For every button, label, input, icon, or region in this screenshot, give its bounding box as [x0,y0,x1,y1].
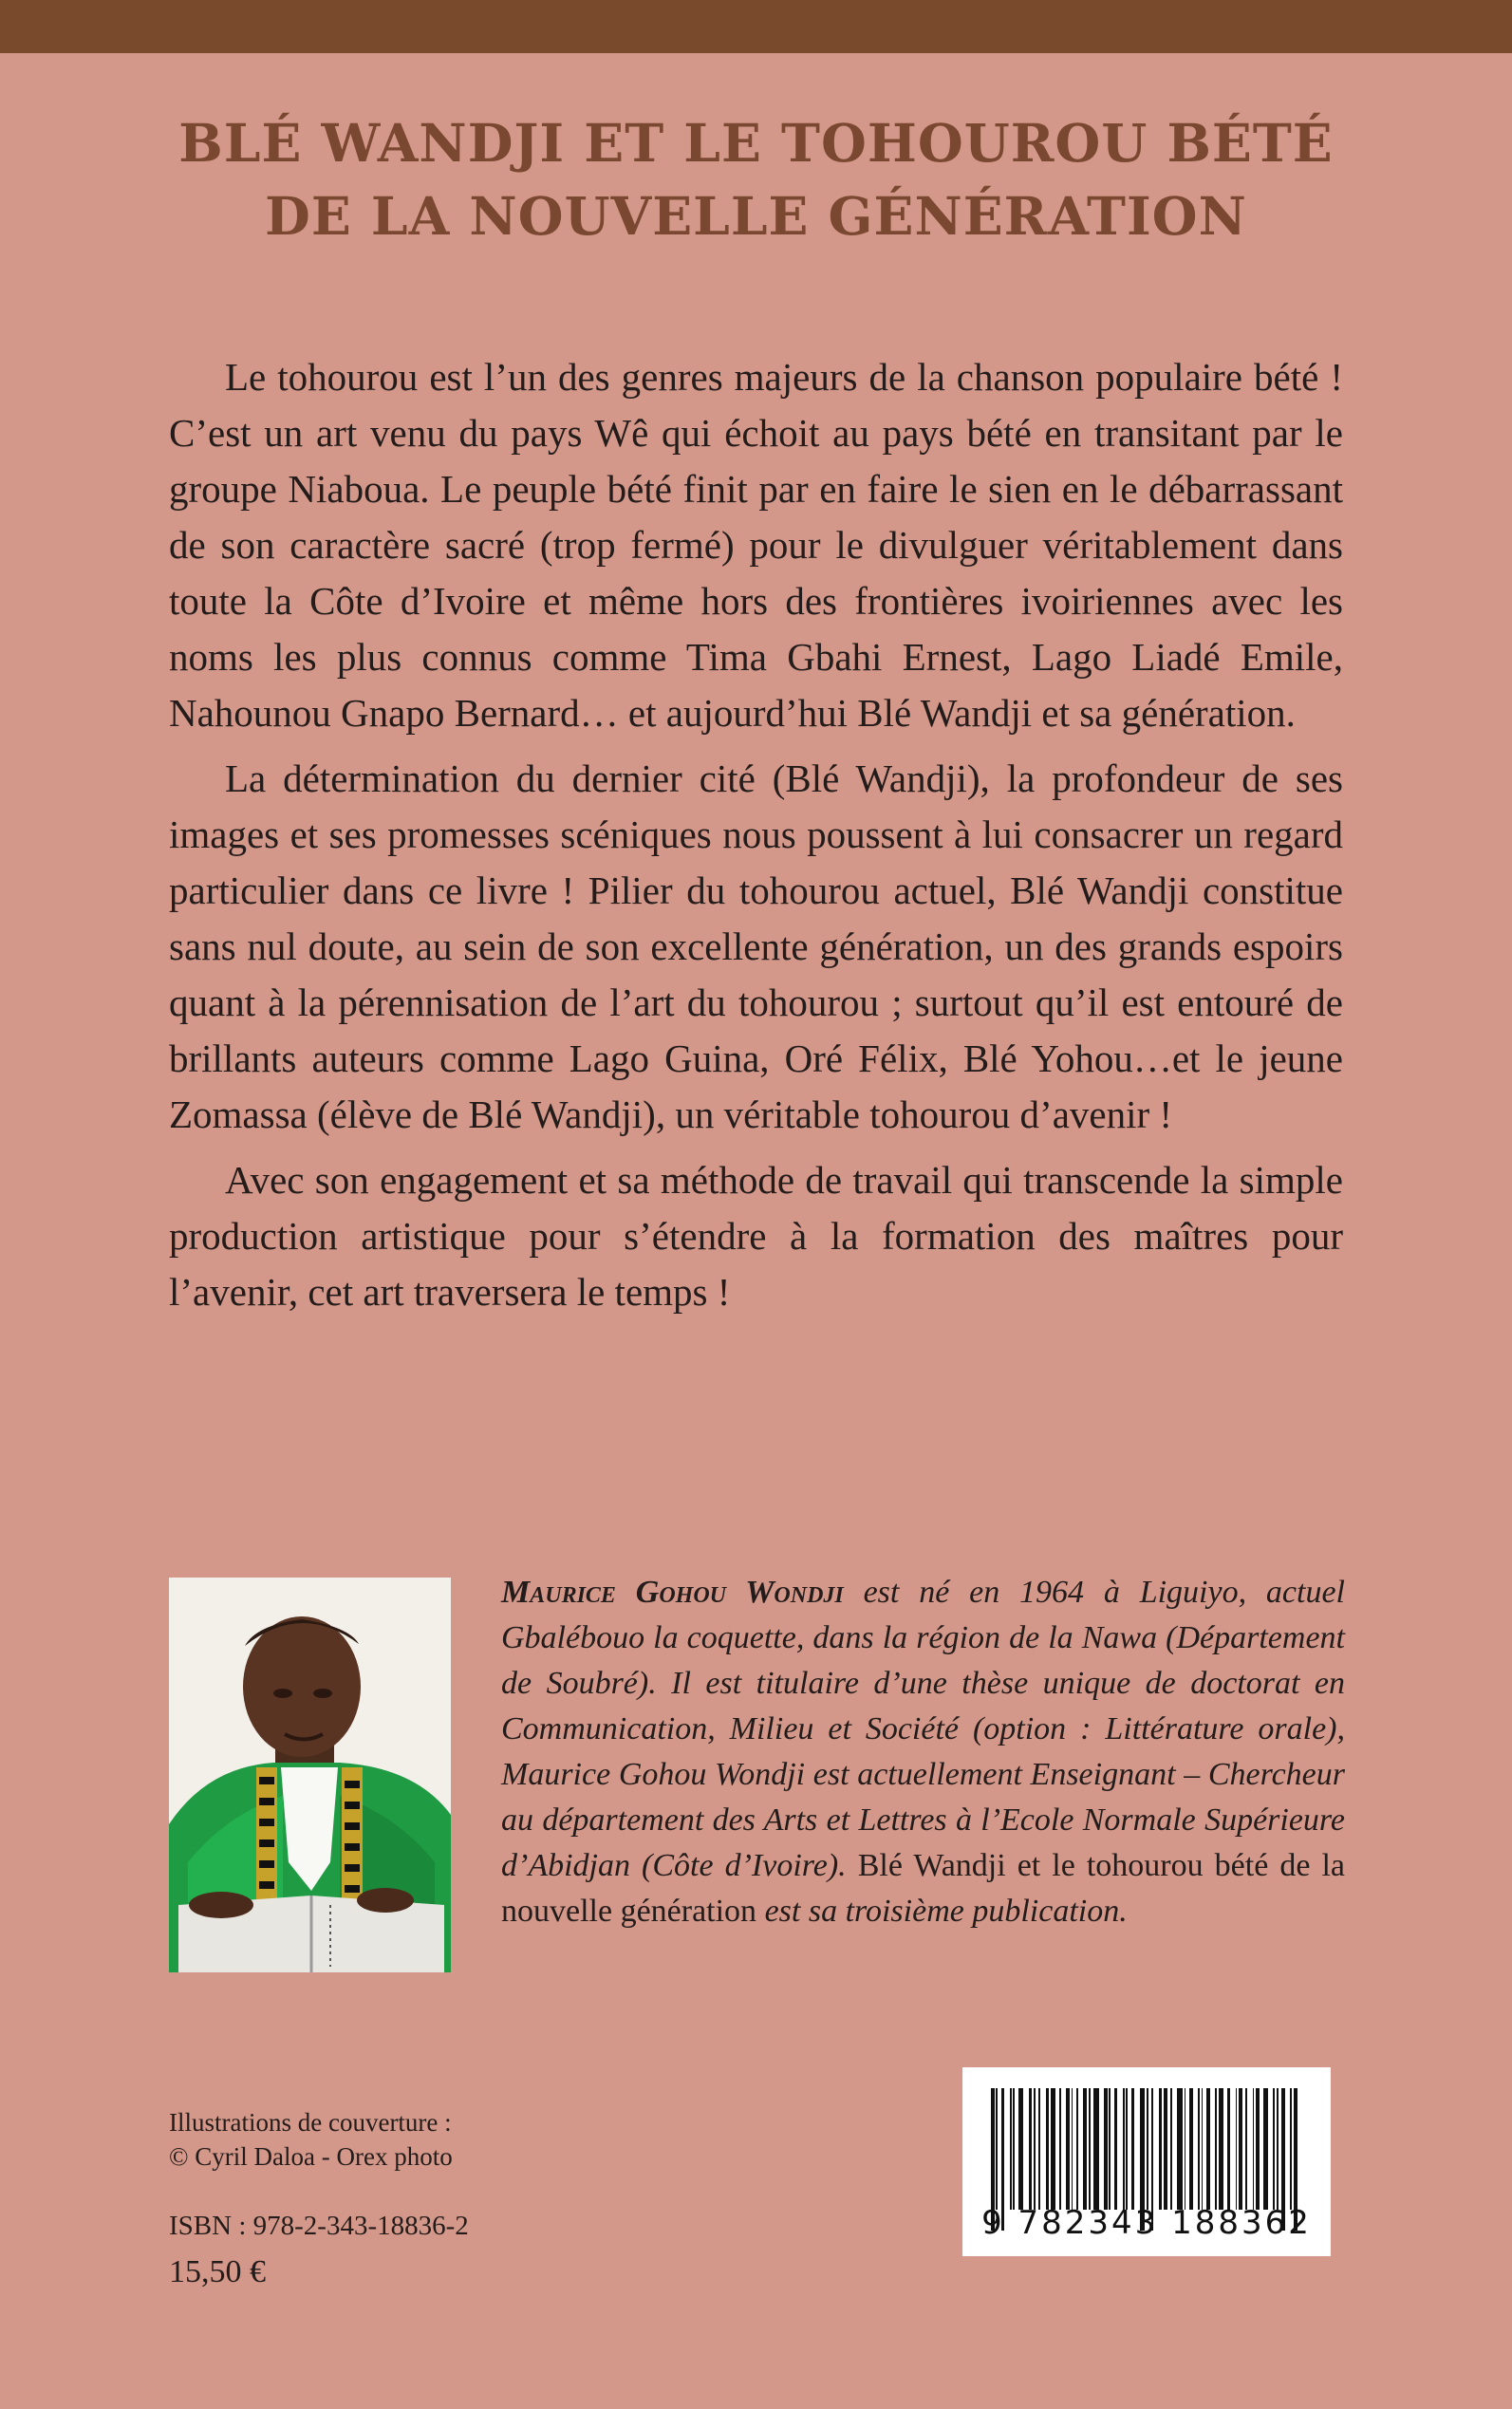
barcode-bar [1051,2088,1055,2210]
barcode-bar [1202,2088,1204,2210]
barcode-bar [1189,2088,1193,2210]
barcode-bar [1089,2088,1091,2210]
barcode-bar [1227,2088,1231,2210]
summary-paragraph-2: La détermination du dernier cité (Blé Wandji), la profondeur de ses images et ses promesses scéniques nous poussent à lui consacrer un regard particulier dans ce livre ! Pilier du tohourou actuel, Blé Wandji constitue sans nul doute, au sein de son excellente génération, un des grands espoirs quant à la pérennisation de l’art du tohourou ; surtout qu’il est entouré de brillants auteurs comme Lago Guina, Oré Félix, Blé Yohou…et le jeune Zomassa (élève de Blé Wandji), un véritable tohourou d’avenir ! [169,756,1343,1136]
credits-line-2: © Cyril Daloa - Orex photo [169,2142,453,2171]
bio-text-2: est sa troisième publication. [756,1894,1128,1929]
barcode-bar [1083,2088,1087,2210]
barcode-bar [1236,2088,1238,2210]
barcode-bar [1206,2088,1210,2210]
author-biography [501,1570,1345,1934]
book-title [0,106,1512,252]
barcode-digits: 9 782343 188362 [981,2204,1312,2242]
barcode-bar [1170,2088,1172,2210]
barcode-bar [1093,2088,1098,2210]
bio-book-title: Blé Wandji et le tohourou bété de la nouvelle génération [501,1848,1345,1929]
summary-paragraph-1: Le tohourou est l’un des genres majeurs de la chanson populaire bété ! C’est un art venu du pays Wê qui échoit au pays bété en transitant par le groupe Niaboua. Le peuple bété finit par en faire le sien en le débarrassant de son caractère sacré (trop fermé) pour le divulguer véritablement dans toute la Côte d’Ivoire et même hors des frontières ivoiriennes avec les noms les plus connus comme Tima Gbahi Ernest, Lago Liadé Emile, Nahounou Gnapo Bernard… et aujourd’hui Blé Wandji et sa génération. [169,355,1343,735]
barcode-bar [1029,2088,1033,2210]
barcode-bar [1104,2088,1108,2210]
barcode-bar [1198,2088,1200,2210]
barcode-bar [1159,2088,1163,2210]
author-photo [169,1578,451,1972]
isbn: ISBN : 978-2-343-18836-2 [169,2211,469,2241]
title-line-1: BLÉ WANDJI ET LE TOHOUROU BÉTÉ [178,112,1334,174]
author-photo-icon [169,1578,451,1972]
barcode-bar [1245,2088,1247,2210]
bio-text-1: est né en 1964 à Liguiyo, actuel Gbalébouo la coquette, dans la région de la Nawa (Département de Soubré). Il est titulaire d’une thèse unique de doctorat en Communication, Milieu et Société (option : Littérature orale), Maurice Gohou Wondji est actuellement Enseignant – Chercheur au département des Arts et Lettres à l’Ecole Normale Supérieure d’Abidjan (Côte d’Ivoire). [501,1575,1345,1883]
barcode-bar [1046,2088,1050,2210]
barcode-bar [1076,2088,1078,2210]
barcode-bar [1239,2088,1242,2210]
author-name: Maurice Gohou Wondji [501,1575,844,1610]
barcode-bar [1131,2088,1135,2210]
barcode-bar [1290,2088,1292,2210]
title-line-2: DE LA NOUVELLE GÉNÉRATION [265,185,1247,247]
barcode-bar [1059,2088,1061,2210]
barcode-bar [1123,2088,1125,2210]
barcode-bar [1109,2088,1111,2210]
top-color-band [0,0,1512,53]
price: 15,50 € [169,2254,266,2289]
barcode-bar [1219,2088,1223,2210]
barcode-bar [1263,2088,1268,2210]
barcode-bar [1164,2088,1167,2210]
barcode-bars [991,2088,1300,2219]
barcode-bar [1253,2088,1255,2210]
back-cover-summary [169,349,1343,1330]
barcode-bar [996,2088,998,2210]
barcode-bar [1018,2088,1023,2210]
cover-credits [169,2105,453,2174]
barcode-bar [1010,2088,1012,2210]
barcode-bar [1126,2088,1128,2210]
barcode-bar [1013,2088,1015,2210]
barcode-bar [1114,2088,1118,2210]
barcode-bar [1185,2088,1186,2210]
barcode-bar [1147,2088,1148,2210]
barcode-bar [1066,2088,1070,2210]
barcode-bar [1273,2088,1275,2210]
barcode-bar [1215,2088,1217,2210]
barcode-bar [1256,2088,1260,2210]
credits-line-1: Illustrations de couverture : [169,2108,452,2137]
summary-paragraph-3: Avec son engagement et sa méthode de travail qui transcende la simple production artistique pour s’étendre à la formation des maîtres pour l’avenir, cet art traversera le temps ! [169,1158,1343,1314]
barcode-bar [1034,2088,1036,2210]
barcode [962,2067,1331,2256]
barcode-bar [1277,2088,1279,2210]
barcode-bar [1072,2088,1073,2210]
barcode-bar [1038,2088,1040,2210]
barcode-bar [1177,2088,1182,2210]
